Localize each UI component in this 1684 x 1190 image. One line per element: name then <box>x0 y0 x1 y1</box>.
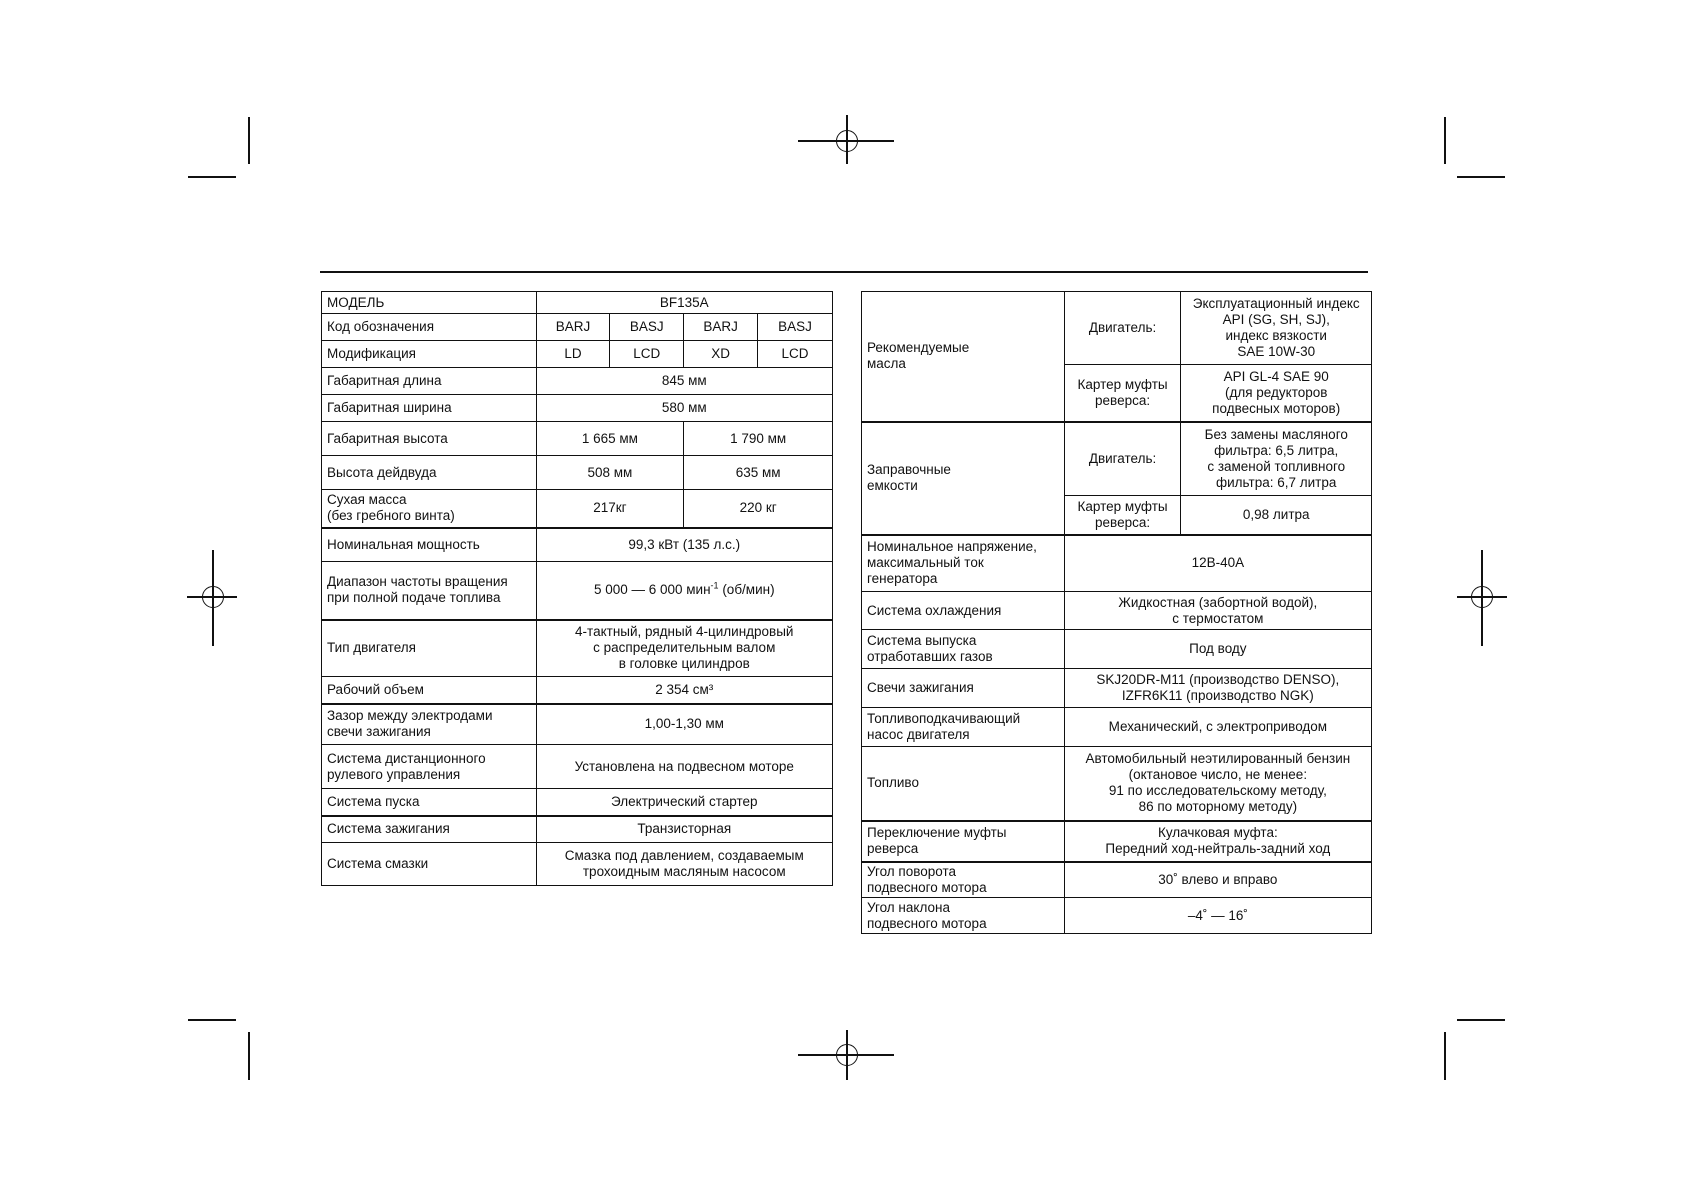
modification-label: Модификация <box>322 341 537 368</box>
power-value: 99,3 кВт (135 л.с.) <box>536 528 832 562</box>
engine-sub-label: Двигатель: <box>1064 422 1181 496</box>
code-value: BARJ <box>684 314 758 341</box>
crop-mark <box>188 176 236 178</box>
engine-type-label: Тип двигателя <box>322 620 537 677</box>
specifications-table-right <box>861 291 1372 934</box>
displacement-value: 2 354 см³ <box>536 677 832 704</box>
dry-mass-label: Сухая масса (без гребного винта) <box>322 490 537 528</box>
table-row <box>322 292 833 314</box>
oils-label: Рекомендуемые масла <box>862 292 1065 422</box>
engine-capacity-value: Без замены масляного фильтра: 6,5 литра, с заменой топливного фильтра: 6,7 литра <box>1181 422 1372 496</box>
table-row <box>322 843 833 886</box>
table-row <box>322 745 833 789</box>
table-row <box>322 562 833 620</box>
table-row <box>862 292 1372 365</box>
rpm-value: 5 000 — 6 000 мин$^{-1}$ (об/мин) <box>536 562 832 620</box>
gearcase-sub-label: Картер муфты реверса: <box>1064 365 1181 422</box>
gear-oil-value: API GL-4 SAE 90 (для редукторов подвесных моторов) <box>1181 365 1372 422</box>
rpm-label: Диапазон частоты вращения при полной подаче топлива <box>322 562 537 620</box>
ignition-system-value: Транзисторная <box>536 816 832 843</box>
dry-mass-value: 217кг <box>536 490 684 528</box>
modification-value: LCD <box>610 341 684 368</box>
table-row <box>862 535 1372 592</box>
table-row <box>862 747 1372 821</box>
lubrication-label: Система смазки <box>322 843 537 886</box>
table-row <box>862 862 1372 898</box>
crop-mark <box>188 1019 236 1021</box>
height-value: 1 790 мм <box>684 422 833 456</box>
length-value: 845 мм <box>536 368 832 395</box>
remote-control-value: Установлена на подвесном моторе <box>536 745 832 789</box>
generator-label: Номинальное напряжение, максимальный ток генератора <box>862 535 1065 592</box>
table-row <box>322 490 833 528</box>
table-row <box>862 422 1372 496</box>
spark-plugs-value: SKJ20DR-M11 (производство DENSO), IZFR6K11 (производство NGK) <box>1064 669 1371 708</box>
engine-type-value: 4-тактный, рядный 4-цилиндровый с распределительным валом в головке цилиндров <box>536 620 832 677</box>
table-row <box>322 620 833 677</box>
lubrication-value: Смазка под давлением, создаваемым трохоидным масляным насосом <box>536 843 832 886</box>
model-value: BF135A <box>536 292 832 314</box>
code-value: BARJ <box>536 314 610 341</box>
width-value: 580 мм <box>536 395 832 422</box>
table-row <box>322 816 833 843</box>
table-row <box>322 422 833 456</box>
gear-shift-value: Кулачковая муфта: Передний ход-нейтраль-задний ход <box>1064 821 1371 862</box>
code-value: BASJ <box>758 314 833 341</box>
gear-capacity-value: 0,98 литра <box>1181 496 1372 535</box>
code-label: Код обозначения <box>322 314 537 341</box>
starting-system-label: Система пуска <box>322 789 537 816</box>
gearcase-sub-label: Картер муфты реверса: <box>1064 496 1181 535</box>
starting-system-value: Электрический стартер <box>536 789 832 816</box>
steering-angle-label: Угол поворота подвесного мотора <box>862 862 1065 898</box>
remote-control-label: Система дистанционного рулевого управления <box>322 745 537 789</box>
code-value: BASJ <box>610 314 684 341</box>
fuel-pump-label: Топливоподкачивающий насос двигателя <box>862 708 1065 747</box>
cooling-value: Жидкостная (забортной водой), с термостатом <box>1064 592 1371 630</box>
model-label: МОДЕЛЬ <box>322 292 537 314</box>
table-row <box>322 341 833 368</box>
height-label: Габаритная высота <box>322 422 537 456</box>
exhaust-label: Система выпуска отработавших газов <box>862 630 1065 669</box>
table-row <box>862 592 1372 630</box>
crop-mark <box>1444 117 1446 164</box>
power-label: Номинальная мощность <box>322 528 537 562</box>
table-row <box>322 456 833 490</box>
displacement-label: Рабочий объем <box>322 677 537 704</box>
crop-mark <box>248 1032 250 1080</box>
engine-sub-label: Двигатель: <box>1064 292 1181 365</box>
plug-gap-label: Зазор между электродами свечи зажигания <box>322 704 537 745</box>
tilt-angle-value: –4˚ — 16˚ <box>1064 898 1371 934</box>
generator-value: 12В-40А <box>1064 535 1371 592</box>
tilt-angle-label: Угол наклона подвесного мотора <box>862 898 1065 934</box>
header-rule <box>320 271 1368 273</box>
engine-oil-value: Эксплуатационный индекс API (SG, SH, SJ), индекс вязкости SAE 10W-30 <box>1181 292 1372 365</box>
table-row <box>862 821 1372 862</box>
table-row <box>322 395 833 422</box>
steering-angle-value: 30˚ влево и вправо <box>1064 862 1371 898</box>
fuel-pump-value: Механический, с электроприводом <box>1064 708 1371 747</box>
width-label: Габаритная ширина <box>322 395 537 422</box>
gear-shift-label: Переключение муфты реверса <box>862 821 1065 862</box>
fuel-label: Топливо <box>862 747 1065 821</box>
modification-value: XD <box>684 341 758 368</box>
table-row <box>322 677 833 704</box>
specifications-table-left <box>321 291 833 886</box>
spark-plugs-label: Свечи зажигания <box>862 669 1065 708</box>
table-row <box>322 704 833 745</box>
deadwood-value: 508 мм <box>536 456 684 490</box>
table-row <box>322 314 833 341</box>
modification-value: LCD <box>758 341 833 368</box>
fuel-value: Автомобильный неэтилированный бензин (октановое число, не менее: 91 по исследовательскому методу, 86 по моторному методу) <box>1064 747 1371 821</box>
table-row <box>862 669 1372 708</box>
table-row <box>862 630 1372 669</box>
modification-value: LD <box>536 341 610 368</box>
deadwood-value: 635 мм <box>684 456 833 490</box>
cooling-label: Система охлаждения <box>862 592 1065 630</box>
crop-mark <box>248 117 250 164</box>
table-row <box>862 708 1372 747</box>
table-row <box>322 368 833 395</box>
exhaust-value: Под воду <box>1064 630 1371 669</box>
height-value: 1 665 мм <box>536 422 684 456</box>
crop-mark <box>1457 176 1505 178</box>
deadwood-label: Высота дейдвуда <box>322 456 537 490</box>
crop-mark <box>1444 1032 1446 1080</box>
plug-gap-value: 1,00-1,30 мм <box>536 704 832 745</box>
table-row <box>322 789 833 816</box>
length-label: Габаритная длина <box>322 368 537 395</box>
table-row <box>862 898 1372 934</box>
table-row <box>322 528 833 562</box>
ignition-system-label: Система зажигания <box>322 816 537 843</box>
dry-mass-value: 220 кг <box>684 490 833 528</box>
crop-mark <box>1457 1019 1505 1021</box>
capacities-label: Заправочные емкости <box>862 422 1065 535</box>
